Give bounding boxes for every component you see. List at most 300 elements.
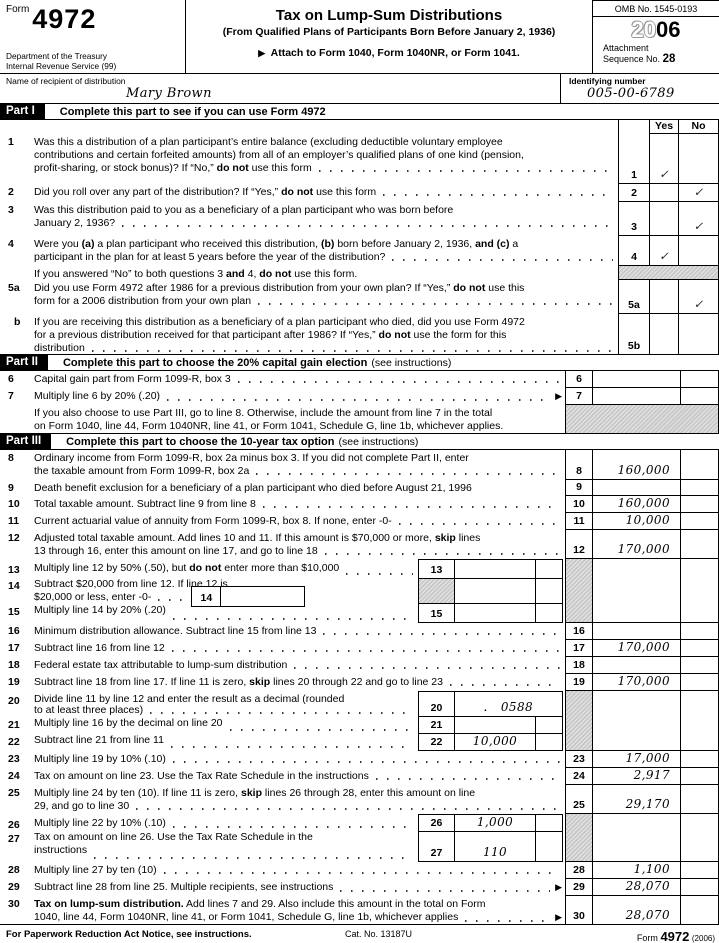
- line6-amount: [592, 371, 680, 388]
- footer-form-year: (2006): [691, 934, 715, 943]
- recipient-name-field: [0, 74, 560, 103]
- line11-numbox: 11: [565, 513, 592, 530]
- lines-20-22-main-cents: [680, 691, 719, 751]
- q2-no-cell: ✓: [678, 184, 719, 202]
- line14-text-line1: Subtract $20,000 from line 12. If line 12 is: [34, 578, 228, 590]
- shaded-area: [565, 405, 719, 433]
- line25-number: 25: [8, 787, 20, 799]
- line19-amount: 170,000: [592, 674, 680, 691]
- line21-number: 21: [8, 719, 20, 731]
- q1-numbox: 1: [618, 134, 649, 184]
- line-17-row: [0, 640, 719, 657]
- line27-text-line1: Tax on amount on line 26. Use the Tax Rate Schedule in the: [34, 831, 313, 843]
- line25-text-line2: 29, and go to line 30: [34, 800, 130, 812]
- line7-amount: [592, 388, 680, 405]
- q2-number: 2: [8, 186, 14, 198]
- q3-number: 3: [8, 204, 14, 216]
- line10-number: 10: [8, 498, 20, 510]
- dot-leader: [238, 381, 560, 383]
- line12-number: 12: [8, 532, 20, 544]
- line17-cents: [680, 640, 719, 657]
- paperwork-notice: For Paperwork Reduction Act Notice, see instructions.: [6, 929, 252, 940]
- line-28-row: [0, 862, 719, 879]
- question-5a-row: [0, 280, 719, 314]
- line17-number: 17: [8, 642, 20, 654]
- part1-note-row: [0, 266, 719, 280]
- q4-text-line1: Were you (a) a plan participant who received this distribution, (b) born before January 2, 1936, and (c) a: [34, 238, 519, 250]
- line23-cents: [680, 751, 719, 768]
- line28-amount: 1,100: [592, 862, 680, 879]
- q5b-yes-cell: [649, 314, 678, 354]
- line18-text: Federal estate tax attributable to lump-sum distribution: [34, 659, 288, 671]
- dot-leader: [173, 826, 413, 828]
- line13-number: 13: [8, 564, 20, 576]
- dot-leader: [172, 650, 560, 652]
- dot-leader: [383, 194, 613, 196]
- dot-leader: [346, 573, 413, 575]
- form-number-block: [0, 0, 185, 73]
- line26-cents: [535, 815, 563, 832]
- q4-numbox: 4: [618, 236, 649, 266]
- question-4-row: [0, 236, 719, 266]
- line18-numbox: 18: [565, 657, 592, 674]
- sequence-number: 28: [662, 52, 676, 65]
- q5b-text-line1: If you are receiving this distribution as a beneficiary of a plan participant who died, did you use Form 4972: [34, 316, 525, 328]
- line11-number: 11: [8, 515, 20, 527]
- line-8-row: [0, 450, 719, 480]
- line17-numbox: 17: [565, 640, 592, 657]
- line10-numbox: 10: [565, 496, 592, 513]
- lines-13-15-main-amount: [592, 559, 680, 623]
- line18-number: 18: [8, 659, 20, 671]
- line26-amount: 1,000: [454, 815, 535, 832]
- line12-cents: [680, 530, 719, 559]
- part1-num-col-head: [618, 120, 649, 134]
- line27-number: 27: [8, 833, 20, 845]
- part2-instruction-line2: on Form 1040, line 44, Form 1040NR, line 41, or Form 1041, Schedule G, line 1b, whichever applies.: [34, 420, 504, 432]
- line20-text-line2: to at least three places): [34, 704, 144, 716]
- line16-amount: [592, 623, 680, 640]
- line17-amount: 170,000: [592, 640, 680, 657]
- part2-note: (see instructions): [371, 356, 452, 369]
- line8-number: 8: [8, 452, 14, 464]
- line8-cents: [680, 450, 719, 480]
- line19-text: Subtract line 18 from line 17. If line 11 is zero, skip lines 20 through 22 and go to line 23: [34, 676, 443, 688]
- line29-numbox: 29: [565, 879, 592, 896]
- line22-number: 22: [8, 736, 20, 748]
- line13-numbox: 13: [418, 560, 454, 579]
- q3-numbox: 3: [618, 202, 649, 236]
- part1-label: Part I: [0, 104, 45, 119]
- line24-text: Tax on amount on line 23. Use the Tax Rate Schedule in the instructions: [34, 770, 369, 782]
- part1-yes-no-header: [0, 120, 719, 134]
- line9-cents: [680, 480, 719, 496]
- arrow-icon: ▶: [555, 912, 562, 922]
- dept-line1: Department of the Treasury: [6, 51, 107, 61]
- q2-text: Did you roll over any part of the distribution? If “Yes,” do not use this form: [34, 186, 377, 198]
- form-subtitle: (From Qualified Plans of Participants Born Before January 2, 1936): [222, 26, 556, 38]
- line27-cents: [535, 832, 563, 862]
- line25-text-line1: Multiply line 24 by ten (10). If line 11 is zero, skip lines 26 through 28, enter this amount on line: [34, 787, 476, 799]
- q3-text-line1: Was this distribution paid to you as a beneficiary of a plan participant who was born before: [34, 204, 454, 216]
- line12-text-line1: Adjusted total taxable amount. Add lines 10 and 11. If this amount is $70,000 or more, skip lines: [34, 532, 481, 544]
- recipient-row: [0, 73, 719, 103]
- line22-numbox: 22: [418, 734, 454, 751]
- footer-form-word: Form: [636, 933, 658, 943]
- line23-text: Multiply line 19 by 10% (.10): [34, 753, 166, 765]
- part1-note-text: If you answered “No” to both questions 3 and 4, do not use this form.: [34, 268, 358, 280]
- dept-note: (99): [101, 60, 117, 71]
- dot-leader: [256, 473, 560, 475]
- part2-label: Part II: [0, 355, 48, 370]
- year-bold: 06: [656, 17, 681, 42]
- line23-amount: 17,000: [592, 751, 680, 768]
- line16-number: 16: [8, 625, 20, 637]
- sequence-word: Sequence No.: [603, 53, 661, 64]
- yes-column-header: Yes: [649, 120, 678, 134]
- line10-amount: 160,000: [592, 496, 680, 513]
- line16-numbox: 16: [565, 623, 592, 640]
- attach-line: ▶ Attach to Form 1040, Form 1040NR, or Form 1041.: [258, 47, 520, 59]
- part3-label: Part III: [0, 434, 51, 449]
- line24-number: 24: [8, 770, 20, 782]
- line21-cents: [535, 717, 563, 734]
- line18-amount: [592, 657, 680, 674]
- line12-numbox: 12: [565, 530, 592, 559]
- attachment-sequence: [593, 43, 719, 64]
- dot-leader: [173, 618, 413, 620]
- line14-number: 14: [8, 580, 20, 592]
- line15-amount: [454, 604, 535, 623]
- line11-text: Current actuarial value of annuity from Form 1099-R, box 8. If none, enter -0-: [34, 515, 392, 527]
- line10-cents: [680, 496, 719, 513]
- line19-number: 19: [8, 676, 20, 688]
- line27-numbox: 27: [418, 832, 454, 862]
- question-2-row: [0, 184, 719, 202]
- line21-text: Multiply line 16 by the decimal on line 20: [34, 717, 223, 729]
- q4-text-line2: participant in the plan for at least 5 years before the year of the distribution?: [34, 251, 386, 263]
- q1-number: 1: [8, 136, 14, 148]
- lines-26-27-main-amount: [592, 814, 680, 862]
- lines-20-22-main-amount: [592, 691, 680, 751]
- line29-amount: 28,070: [592, 879, 680, 896]
- line-18-row: [0, 657, 719, 674]
- q5b-numbox: 5b: [618, 314, 649, 354]
- line27-text-line2: instructions: [34, 844, 88, 856]
- arrow-icon: ▶: [555, 391, 562, 401]
- form-footer: [0, 924, 719, 943]
- q5a-numbox: 5a: [618, 280, 649, 314]
- line8-amount: 160,000: [592, 450, 680, 480]
- dot-leader: [323, 633, 560, 635]
- line-30-row: [0, 896, 719, 924]
- part2-instruction-row: [0, 405, 719, 433]
- line9-number: 9: [8, 482, 14, 494]
- line9-numbox: 9: [565, 480, 592, 496]
- dot-leader: [136, 808, 560, 810]
- q1-yes-cell: ✓: [649, 134, 678, 184]
- line8-text-line1: Ordinary income from Form 1099-R, box 2a minus box 3. If you did not complete Part II, enter: [34, 452, 469, 464]
- part3-note: (see instructions): [338, 435, 419, 448]
- line7-cents: [680, 388, 719, 405]
- shaded-area: [618, 266, 719, 280]
- line-7-row: [0, 388, 719, 405]
- line20-text-line1: Divide line 11 by line 12 and enter the result as a decimal (rounded: [34, 693, 345, 705]
- dot-leader: [94, 857, 413, 859]
- dot-leader: [392, 259, 613, 261]
- part3-title: Complete this part to choose the 10-year tax option: [66, 435, 335, 448]
- question-1-row: [0, 134, 719, 184]
- line19-numbox: 19: [565, 674, 592, 691]
- line26-text: Multiply line 22 by 10% (.10): [34, 817, 166, 829]
- line30-numbox: 30: [565, 896, 592, 924]
- identifying-number-value: 005-00-6789: [587, 86, 675, 101]
- department-block: [6, 52, 181, 71]
- line-24-row: [0, 768, 719, 785]
- form-header: [0, 0, 719, 73]
- part2-title: Complete this part to choose the 20% capital gain election: [62, 356, 368, 369]
- line29-text: Subtract line 28 from line 25. Multiple recipients, see instructions: [34, 881, 334, 893]
- dot-leader: [173, 761, 560, 763]
- part1-title: Complete this part to see if you can use Form 4972: [59, 105, 326, 118]
- line-29-row: [0, 879, 719, 896]
- form-number: 4972: [32, 4, 97, 34]
- omb-number: OMB No. 1545-0193: [593, 1, 719, 17]
- line15-text: Multiply line 14 by 20% (.20): [34, 604, 166, 616]
- line23-numbox: 23: [565, 751, 592, 768]
- line14-grid-amount: [454, 579, 535, 605]
- q4-no-cell: [678, 236, 719, 266]
- line-19-row: [0, 674, 719, 691]
- footer-form-number: 4972: [660, 929, 690, 943]
- line7-number: 7: [8, 390, 14, 402]
- line28-text: Multiply line 27 by ten (10): [34, 864, 157, 876]
- q3-text-line2: January 2, 1936?: [34, 217, 116, 229]
- q5b-text-line2: for a previous distribution received for that participant after 1986? If “Yes,” do not use the form for this: [34, 329, 507, 341]
- q2-yes-cell: [649, 184, 678, 202]
- shaded-area: [565, 691, 592, 751]
- line28-numbox: 28: [565, 862, 592, 879]
- line24-cents: [680, 768, 719, 785]
- line11-amount: 10,000: [592, 513, 680, 530]
- line30-text-line2: 1040, line 44, Form 1040NR, line 41, or Form 1041, Schedule G, line 1b, whichever applies: [34, 911, 459, 923]
- dot-leader: [325, 553, 560, 555]
- line16-text: Minimum distribution allowance. Subtract line 15 from line 13: [34, 625, 317, 637]
- line11-cents: [680, 513, 719, 530]
- line8-text-line2: the taxable amount from Form 1099-R, box 2a: [34, 465, 250, 477]
- line7-text: Multiply line 6 by 20% (.20): [34, 390, 161, 402]
- form-word: Form: [6, 4, 30, 15]
- omb-block: [593, 0, 719, 73]
- lines-20-22-block: [0, 691, 719, 751]
- line16-cents: [680, 623, 719, 640]
- line30-amount: 28,070: [592, 896, 680, 924]
- dot-leader: [294, 667, 560, 669]
- line9-amount: [592, 480, 680, 496]
- line25-numbox: 25: [565, 785, 592, 814]
- line20-numbox: 20: [418, 692, 454, 717]
- lines-13-15-entry-grid: [418, 559, 563, 623]
- q4-yes-cell: ✓: [649, 236, 678, 266]
- footer-form-id: [555, 929, 715, 943]
- q5a-yes-cell: [649, 280, 678, 314]
- q5a-text-line2: form for a 2006 distribution from your own plan: [34, 295, 252, 307]
- attachment-word: Attachment: [603, 43, 649, 53]
- line26-numbox: 26: [418, 815, 454, 832]
- dot-leader: [263, 506, 560, 508]
- line19-cents: [680, 674, 719, 691]
- q3-no-cell: ✓: [678, 202, 719, 236]
- line17-text: Subtract line 16 from line 12: [34, 642, 165, 654]
- line15-number: 15: [8, 606, 20, 618]
- line12-text-line2: 13 through 16, enter this amount on line 17, and go to line 18: [34, 545, 318, 557]
- line26-number: 26: [8, 819, 20, 831]
- line-12-row: [0, 530, 719, 559]
- lines-26-27-entry-grid: [418, 814, 563, 862]
- identifying-number-field: [560, 74, 719, 103]
- line6-text: Capital gain part from Form 1099-R, box 3: [34, 373, 231, 385]
- line23-number: 23: [8, 753, 20, 765]
- dot-leader: [258, 303, 613, 305]
- dot-leader: [158, 599, 184, 601]
- line14-amount: [220, 587, 304, 606]
- line18-cents: [680, 657, 719, 674]
- lines-13-15-block: [0, 559, 719, 623]
- line-23-row: [0, 751, 719, 768]
- dot-leader: [319, 170, 613, 172]
- dot-leader: [230, 729, 413, 731]
- line10-text: Total taxable amount. Subtract line 9 from line 8: [34, 498, 256, 510]
- dot-leader: [164, 872, 560, 874]
- line29-cents: [680, 879, 719, 896]
- arrow-icon: ▶: [258, 48, 266, 58]
- line14-text-line2: $20,000 or less, enter -0-: [34, 591, 152, 603]
- question-5b-row: [0, 314, 719, 354]
- q4-number: 4: [8, 238, 14, 250]
- line22-text: Subtract line 21 from line 11: [34, 734, 164, 746]
- shaded-area: [565, 814, 592, 862]
- line14-entry-box: [191, 586, 305, 607]
- line29-number: 29: [8, 881, 20, 893]
- shaded-area: [565, 559, 592, 623]
- tax-year: [593, 18, 719, 42]
- recipient-name-value: Mary Brown: [126, 86, 212, 101]
- recipient-name-label: Name of recipient of distribution: [6, 76, 126, 86]
- line22-cents: [535, 734, 563, 751]
- line12-amount: 170,000: [592, 530, 680, 559]
- part2-header-bar: [0, 354, 719, 371]
- lines-20-22-entry-grid: [418, 691, 563, 751]
- lines-13-15-main-cents: [680, 559, 719, 623]
- line22-amount: 10,000: [454, 734, 535, 751]
- line14-grid-cents: [535, 579, 563, 605]
- line24-amount: 2,917: [592, 768, 680, 785]
- dot-leader: [399, 523, 560, 525]
- line30-number: 30: [8, 898, 20, 910]
- line27-amount: 110: [454, 832, 535, 862]
- line30-text-line1: Tax on lump-sum distribution. Add lines 7 and 29. Also include this amount in the total on Form: [34, 898, 486, 910]
- dot-leader: [122, 225, 613, 227]
- dot-leader: [376, 778, 560, 780]
- year-outline: 20: [631, 17, 656, 42]
- line15-numbox: 15: [418, 604, 454, 623]
- decimal-point: .: [483, 702, 487, 715]
- line-10-row: [0, 496, 719, 513]
- shaded-area: [418, 579, 454, 605]
- form-title: Tax on Lump-Sum Distributions: [275, 7, 503, 24]
- line6-numbox: 6: [565, 371, 592, 388]
- part1-header-bar: [0, 103, 719, 120]
- q1-text-line1: Was this a distribution of a plan participant’s entire balance (excluding deductible voluntary employee: [34, 136, 503, 148]
- line9-text: Death benefit exclusion for a beneficiary of a plan participant who died before August 21, 1996: [34, 482, 472, 494]
- line14-numbox: 14: [200, 592, 213, 604]
- line-9-row: [0, 480, 719, 496]
- dot-leader: [171, 746, 413, 748]
- dot-leader: [150, 712, 413, 714]
- q1-text-line3: profit-sharing, or stock bonus)? If “No,” do not use this form: [34, 162, 312, 174]
- line6-number: 6: [8, 373, 14, 385]
- dot-leader: [450, 684, 560, 686]
- line8-numbox: 8: [565, 450, 592, 480]
- lines-26-27-main-cents: [680, 814, 719, 862]
- line30-cents: [680, 896, 719, 924]
- q3-yes-cell: [649, 202, 678, 236]
- line13-amount: [454, 560, 535, 579]
- dept-line2: Internal Revenue Service: [6, 60, 100, 71]
- line6-cents: [680, 371, 719, 388]
- q5a-text-line1: Did you use Form 4972 after 1986 for a previous distribution from your own plan? If “Yes,” do not use this: [34, 282, 525, 294]
- line-11-row: [0, 513, 719, 530]
- question-3-row: [0, 202, 719, 236]
- line13-text: Multiply line 12 by 50% (.50), but do not enter more than $10,000: [34, 562, 340, 574]
- part2-instruction-line1: If you also choose to use Part III, go to line 8. Otherwise, include the amount from line 7 in the total: [34, 407, 493, 419]
- dot-leader: [92, 350, 613, 352]
- identifying-number-label: Identifying number: [569, 76, 646, 86]
- line13-cents: [535, 560, 563, 579]
- catalog-number: Cat. No. 13187U: [345, 929, 413, 939]
- q2-numbox: 2: [618, 184, 649, 202]
- q5a-number: 5a: [8, 282, 20, 294]
- line7-numbox: 7: [565, 388, 592, 405]
- dot-leader: [340, 890, 550, 892]
- line21-numbox: 21: [418, 717, 454, 734]
- q5b-number: b: [14, 316, 21, 328]
- line-6-row: [0, 371, 719, 388]
- lines-26-27-block: [0, 814, 719, 862]
- arrow-icon: ▶: [555, 882, 562, 892]
- line25-cents: [680, 785, 719, 814]
- line15-cents: [535, 604, 563, 623]
- line25-amount: 29,170: [592, 785, 680, 814]
- line24-numbox: 24: [565, 768, 592, 785]
- title-block: [185, 0, 593, 73]
- q5b-no-cell: [678, 314, 719, 354]
- q5b-text-line3: distribution: [34, 342, 85, 354]
- line-25-row: [0, 785, 719, 814]
- line21-amount: [454, 717, 535, 734]
- line28-number: 28: [8, 864, 20, 876]
- q1-text-line2: contributions and certain forfeited amounts) from all of an employer’s qualified plans of one kind (pension,: [34, 149, 524, 161]
- no-column-header: No: [678, 120, 719, 134]
- part3-header-bar: [0, 433, 719, 450]
- line20-number: 20: [8, 695, 20, 707]
- line20-amount: . 0588: [454, 692, 563, 717]
- line-16-row: [0, 623, 719, 640]
- dot-leader: [167, 399, 550, 401]
- line28-cents: [680, 862, 719, 879]
- q5a-no-cell: ✓: [678, 280, 719, 314]
- dot-leader: [465, 920, 550, 922]
